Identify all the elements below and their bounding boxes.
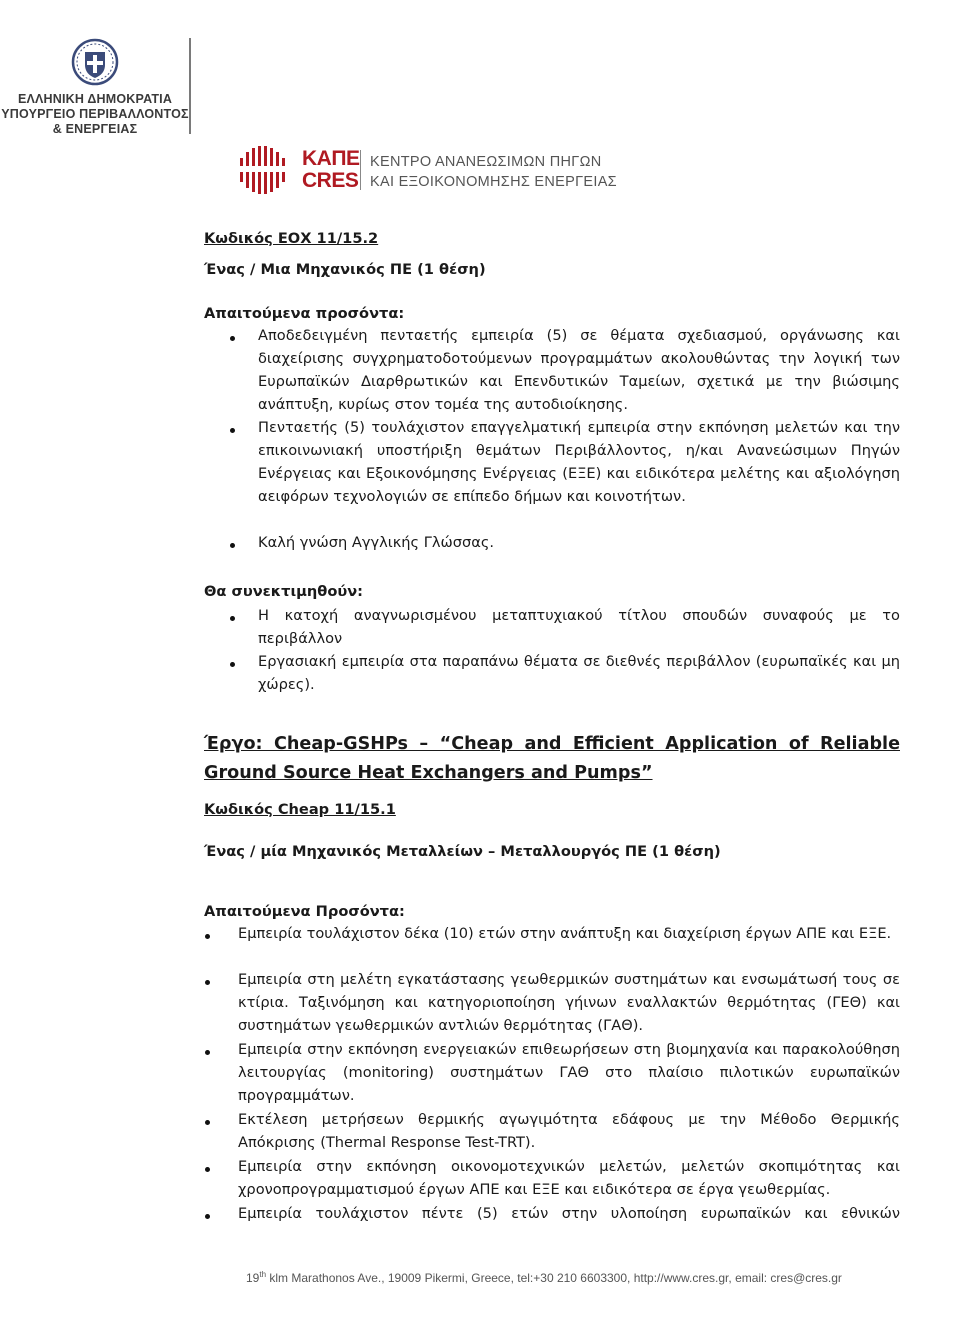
required-item-1-3: Καλή γνώση Αγγλικής Γλώσσας. [258,534,495,551]
required-item-2-5: Εμπειρία στην εκπόνηση οικονομοτεχνικών μελετών, μελετών σκοπιμότητας και χρονοπρογραμματισμού έργων ΑΠΕ και ΕΞΕ και ειδικότερα σε έργα γεωθερμίας. [238,1158,900,1198]
ministry-line-1: ΕΛΛΗΝΙΚΗ ΔΗΜΟΚΡΑΤΙΑ [17,92,173,106]
required-item-2-2: Εμπειρία στη μελέτη εγκατάστασης γεωθερμικών συστημάτων και ενσωμάτωσή τους σε κτίρια. Ταξινόμηση και κατηγοριοποίηση γήινων εναλλακτών θερμότητας (ΓΕΘ) και συστημάτων γεωθερμικών αντλιών θερμότητας (ΓΑΘ). [238,971,900,1034]
cres-abbr-gr: ΚΑΠΕ [302,147,360,170]
bullet-icon [230,428,235,433]
bullet-icon [205,1214,210,1219]
hellenic-republic-seal-icon [71,38,119,86]
cres-name-line-2: ΚΑΙ ΕΞΟΙΚΟΝΟΜΗΣΗΣ ΕΝΕΡΓΕΙΑΣ [370,174,617,190]
required-item-2-3: Εμπειρία στην εκπόνηση ενεργειακών επιθεωρήσεων στη βιομηχανία και παρακολούθηση λειτουργίας (monitoring) συστημάτων ΓΑΘ στο πλαίσιο πιλοτικών ευρωπαϊκών προγραμμάτων. [238,1041,900,1104]
position-code-1: Κωδικός ΕΟΧ 11/15.2 [204,230,379,247]
required-heading-2: Απαιτούμενα Προσόντα: [204,903,405,920]
cres-abbreviation [302,148,360,192]
footer-text: klm Marathonos Ave., 19009 Pikermi, Greece, tel:+30 210 6603300, http://www.cres.gr, email: cres@cres.gr [266,1271,842,1285]
bullet-icon [230,336,235,341]
required-item-2-6: Εμπειρία τουλάχιστον πέντε (5) ετών στην υλοποίηση ευρωπαϊκών και εθνικών [238,1205,900,1222]
valued-heading: Θα συνεκτιμηθούν: [204,583,363,600]
position-code-2: Κωδικός Cheap 11/15.1 [204,801,396,818]
required-heading-1: Απαιτούμενα προσόντα: [204,305,405,322]
bullet-icon [230,616,235,621]
required-item-1-2: Πενταετής (5) τουλάχιστον επαγγελματική εμπειρία στην εκπόνηση μελετών και την επικοινωνιακή υποστήριξη θεμάτων Περιβάλλοντος, η/και Ανανεώσιμων Πηγών Ενέργειας και Εξοικονόμησης Ενέργειας (ΕΞΕ) και ειδικότερα μελέτης και αξιολόγηση αειφόρων τεχνολογιών σε επίπεδο δήμων και κοινοτήτων. [258,419,900,505]
cres-abbr-en: CRES [302,169,359,192]
header-divider [189,38,191,134]
bullet-icon [230,543,235,548]
required-item-1-1: Αποδεδειγμένη πενταετής εμπειρία (5) σε θέματα σχεδιασμού, οργάνωσης και διαχείρισης συγχρηματοδοτούμενων προγραμμάτων ακολουθώντας την λογική των Ευρωπαϊκών Διαρθρωτικών και Επενδυτικών Ταμείων, σχετικά με την βιώσιμης ανάπτυξη, κυρίως στον τομέα της αυτοδιοίκησης. [258,327,900,413]
ministry-line-3: & ΕΝΕΡΓΕΙΑΣ [52,122,138,136]
bullet-icon [205,934,210,939]
cres-name-line-1: ΚΕΝΤΡΟ ΑΝΑΝΕΩΣΙΜΩΝ ΠΗΓΩΝ [370,154,602,170]
cres-full-name [370,152,617,192]
bullet-icon [230,662,235,667]
position-title-1: Ένας / Μια Μηχανικός ΠΕ (1 θέση) [204,261,486,278]
valued-item-2: Εργασιακή εμπειρία στα παραπάνω θέματα σε διεθνές περιβάλλον (ευρωπαϊκές και μη χώρες). [258,653,900,693]
ministry-line-2: ΥΠΟΥΡΓΕΙΟ ΠΕΡΙΒΑΛΛΟΝΤΟΣ [1,107,189,121]
cres-logo-icon [238,144,296,196]
position-title-2: Ένας / μία Μηχανικός Μεταλλείων – Μεταλλουργός ΠΕ (1 θέση) [204,843,721,860]
bullet-icon [205,1120,210,1125]
bullet-icon [205,1167,210,1172]
project-title: Έργο: Cheap-GSHPs – “Cheap and Efficient Application of Reliable Ground Source Heat Exchangers and Pumps” [204,734,900,783]
required-item-2-4: Εκτέλεση μετρήσεων θερμικής αγωγιμότητα εδάφους με την Μέθοδο Θερμικής Απόκρισης (Thermal Response Test-TRT). [238,1111,900,1151]
ministry-header [0,38,190,137]
bullet-icon [205,1050,210,1055]
footer-ordinal: th [259,1270,267,1279]
footer-number: 19 [246,1271,260,1285]
valued-item-1: Η κατοχή αναγνωρισμένου μεταπτυχιακού τίτλου σπουδών συναφούς με το περιβάλλον [258,607,900,647]
footer-address [246,1270,842,1285]
required-item-2-1: Εμπειρία τουλάχιστον δέκα (10) ετών στην ανάπτυξη και διαχείριση έργων ΑΠΕ και ΕΞΕ. [238,925,892,942]
cres-divider [360,150,361,190]
bullet-icon [205,980,210,985]
